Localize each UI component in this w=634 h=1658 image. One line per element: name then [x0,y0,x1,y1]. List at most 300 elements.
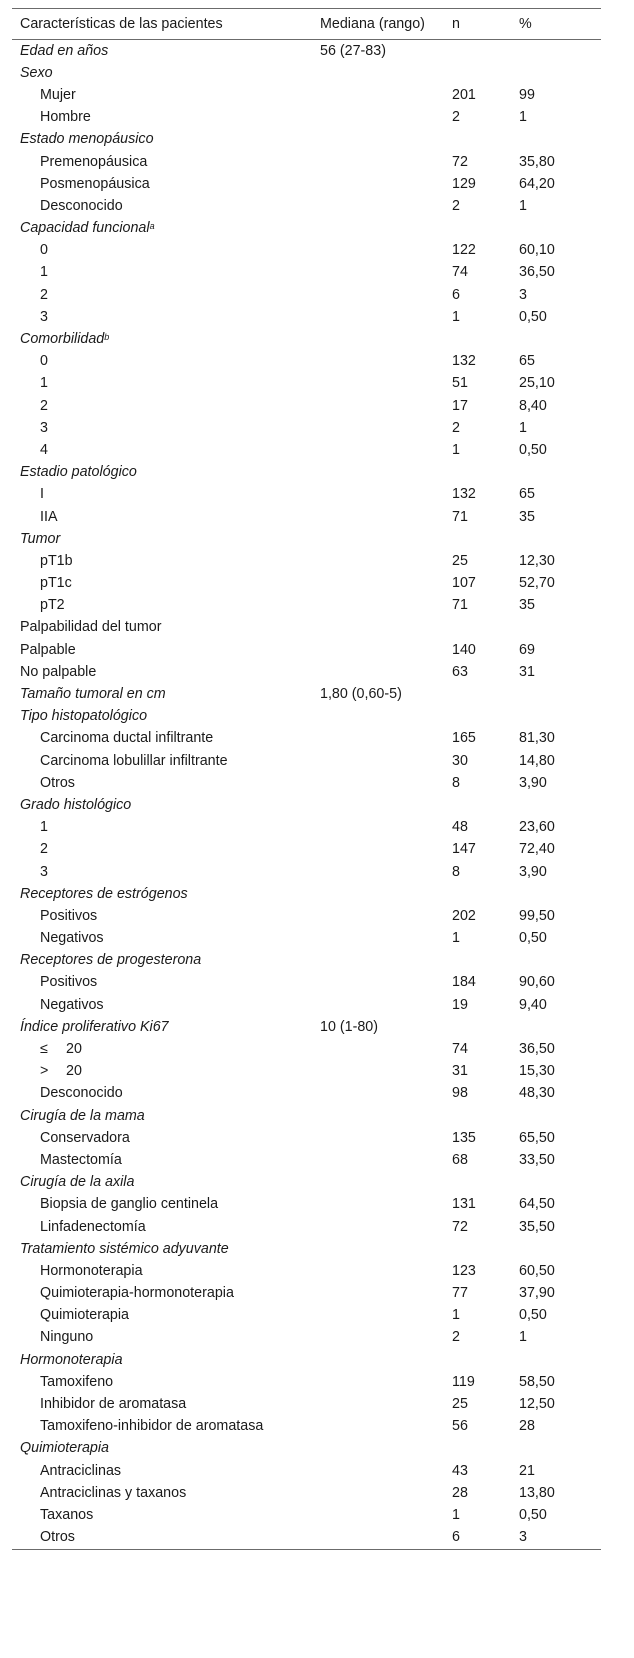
header-characteristics: Características de las pacientes [20,15,223,32]
row-label-cell [12,861,312,883]
median-cell [312,595,444,617]
percent-cell [511,1349,601,1371]
row-label-cell [12,994,312,1016]
median-cell [312,373,444,395]
row-label: 2 [40,286,48,303]
median-cell [312,573,444,595]
n-cell: 72 [452,1218,468,1235]
percent-cell: 99,50 [519,907,555,924]
row-label: Índice proliferativo Ki67 [20,1018,169,1035]
median-cell [312,1105,444,1127]
percent-cell: 1 [519,197,527,214]
row-label: Cirugía de la mama [20,1107,145,1124]
table-section-row [12,683,601,705]
table-row [12,928,601,950]
n-cell: 19 [452,996,468,1013]
row-label-cell [12,905,312,927]
percent-cell [511,1016,601,1038]
percent-cell [511,683,601,705]
row-label-cell [12,328,312,350]
row-label-cell [12,883,312,905]
row-label: Comorbilidad [20,331,105,348]
row-label: Tamaño tumoral en cm [20,686,166,703]
table-header-row [12,9,601,40]
n-cell: 74 [452,264,468,281]
table-section-row [12,1349,601,1371]
table-row [12,1527,601,1550]
percent-cell: 65 [519,353,535,370]
comparison-symbol: > [40,1063,49,1080]
percent-cell: 64,50 [519,1196,555,1213]
median-cell [312,62,444,84]
row-label: Receptores de estrógenos [20,885,188,902]
percent-cell: 60,50 [519,1262,555,1279]
median-cell [312,750,444,772]
row-label: 20 [66,1063,82,1080]
percent-cell: 64,20 [519,175,555,192]
median-cell [312,794,444,816]
row-label: Estadio patológico [20,464,137,481]
row-label-cell [12,195,312,217]
row-label-cell [12,573,312,595]
table-row [12,1371,601,1393]
row-label-cell [12,506,312,528]
median-cell [312,817,444,839]
table-row [12,1038,601,1060]
row-label-cell [12,950,312,972]
median-cell [312,1194,444,1216]
median-cell [312,528,444,550]
row-label: Mujer [40,86,76,103]
table-row [12,994,601,1016]
row-label: 1 [40,375,48,392]
percent-cell [511,328,601,350]
percent-cell: 28 [519,1418,535,1435]
row-label-cell [12,1482,312,1504]
table-row [12,373,601,395]
n-cell [444,40,511,63]
median-cell [312,1216,444,1238]
n-cell [444,328,511,350]
row-label-cell [12,62,312,84]
row-label: Palpable [20,641,76,658]
median-cell [312,284,444,306]
row-label: Receptores de progesterona [20,952,202,969]
median-cell [312,1504,444,1526]
median-cell [312,706,444,728]
table-row [12,1260,601,1282]
n-cell [444,1172,511,1194]
row-label: 1 [40,819,48,836]
n-cell: 147 [452,841,476,858]
row-label-cell [12,706,312,728]
median-cell [312,262,444,284]
median-cell [312,861,444,883]
percent-cell [511,62,601,84]
row-label: Desconocido [40,197,123,214]
median-cell [312,1061,444,1083]
percent-cell: 3 [519,1529,527,1546]
percent-cell: 31 [519,663,535,680]
percent-cell [511,883,601,905]
row-label: Sexo [20,64,53,81]
row-label: Tipo histopatológico [20,708,148,725]
n-cell [444,1105,511,1127]
n-cell: 202 [452,907,476,924]
median-cell [312,1172,444,1194]
n-cell [444,950,511,972]
row-label-cell [12,661,312,683]
n-cell: 63 [452,663,468,680]
table-row [12,1416,601,1438]
percent-cell: 52,70 [519,575,555,592]
n-cell: 25 [452,1396,468,1413]
table-section-row [12,462,601,484]
table-section-row [12,218,601,240]
n-cell: 123 [452,1262,476,1279]
row-label-cell [12,794,312,816]
row-label-cell [12,84,312,106]
row-label-cell [12,395,312,417]
n-cell: 122 [452,242,476,259]
n-cell: 107 [452,575,476,592]
table-row [12,972,601,994]
median-cell [312,306,444,328]
row-label-cell [12,151,312,173]
row-label: 0 [40,242,48,259]
median-cell [312,1260,444,1282]
row-label-cell [12,1393,312,1415]
table-row [12,1460,601,1482]
row-label-cell [12,683,312,705]
row-label: Quimioterapia-hormonoterapia [40,1285,234,1302]
row-label: Hormonoterapia [40,1262,143,1279]
row-label: Estado menopáusico [20,131,154,148]
n-cell [444,218,511,240]
percent-cell: 1 [519,109,527,126]
percent-cell: 72,40 [519,841,555,858]
row-label-cell [12,639,312,661]
row-label-cell [12,1194,312,1216]
row-label: 0 [40,353,48,370]
table-row [12,1327,601,1349]
row-label: pT1b [40,552,73,569]
row-label-cell [12,1038,312,1060]
row-label: 3 [40,863,48,880]
percent-cell: 1 [519,419,527,436]
median-cell [312,351,444,373]
row-label-cell [12,240,312,262]
n-cell: 98 [452,1085,468,1102]
n-cell: 51 [452,375,468,392]
row-label-cell [12,1238,312,1260]
n-cell: 28 [452,1484,468,1501]
percent-cell: 35 [519,508,535,525]
percent-cell: 12,50 [519,1396,555,1413]
row-label: 3 [40,308,48,325]
table-row [12,395,601,417]
median-cell [312,107,444,129]
row-label: Otros [40,1529,75,1546]
row-label-cell [12,40,312,63]
table-row [12,1504,601,1526]
percent-cell [511,617,601,639]
table-row [12,506,601,528]
table-row [12,84,601,106]
table-row [12,573,601,595]
table-row [12,262,601,284]
median-cell [312,506,444,528]
table-row [12,439,601,461]
median-cell [312,1460,444,1482]
n-cell [444,129,511,151]
row-label-cell [12,439,312,461]
median-cell [312,728,444,750]
median-cell [312,1349,444,1371]
row-label-cell [12,373,312,395]
median-cell [312,1393,444,1415]
table-row [12,1305,601,1327]
row-label: Tumor [20,530,61,547]
table-section-row [12,706,601,728]
percent-cell: 60,10 [519,242,555,259]
table-row [12,1216,601,1238]
table-section-row [12,1438,601,1460]
row-label-cell [12,1083,312,1105]
median-cell [312,417,444,439]
percent-cell: 36,50 [519,264,555,281]
row-label: Tamoxifeno-inhibidor de aromatasa [40,1418,264,1435]
percent-cell: 21 [519,1462,535,1479]
table-row [12,661,601,683]
row-label-cell [12,728,312,750]
row-label-cell [12,1527,312,1550]
median-cell [312,1327,444,1349]
row-label: Desconocido [40,1085,123,1102]
header-n: n [452,15,460,32]
median-cell [312,462,444,484]
row-label-cell [12,972,312,994]
n-cell: 8 [452,774,460,791]
percent-cell: 36,50 [519,1041,555,1058]
table-section-row [12,1016,601,1038]
table-row [12,417,601,439]
table-row [12,484,601,506]
row-label-cell [12,1127,312,1149]
percent-cell: 13,80 [519,1484,555,1501]
row-label-cell [12,1305,312,1327]
header-percent: % [519,15,532,32]
table-section-row [12,62,601,84]
row-label: Hombre [40,109,91,126]
table-row [12,772,601,794]
median-cell [312,1438,444,1460]
row-label: Antraciclinas y taxanos [40,1484,187,1501]
table-section-row [12,528,601,550]
table-section-row [12,129,601,151]
table-row [12,1482,601,1504]
n-cell [444,1438,511,1460]
median-cell [312,883,444,905]
row-label: 1 [40,264,48,281]
n-cell [444,683,511,705]
percent-cell: 65,50 [519,1129,555,1146]
n-cell: 132 [452,486,476,503]
median-cell [312,639,444,661]
row-label: Premenopáusica [40,153,148,170]
percent-cell: 14,80 [519,752,555,769]
percent-cell: 9,40 [519,996,547,1013]
percent-cell [511,950,601,972]
row-label-cell [12,1016,312,1038]
patient-characteristics-table [12,8,601,1550]
n-cell: 6 [452,1529,460,1546]
table-row [12,617,601,639]
n-cell: 56 [452,1418,468,1435]
n-cell: 140 [452,641,476,658]
n-cell: 165 [452,730,476,747]
table-row [12,639,601,661]
row-label: Tamoxifeno [40,1373,114,1390]
percent-cell: 25,10 [519,375,555,392]
median-cell [312,950,444,972]
percent-cell: 0,50 [519,1506,547,1523]
median-cell [312,1083,444,1105]
median-cell [312,1038,444,1060]
percent-cell: 3,90 [519,774,547,791]
row-label-cell [12,218,312,240]
median-cell [312,328,444,350]
row-label-cell [12,1283,312,1305]
n-cell: 132 [452,353,476,370]
row-label-cell [12,772,312,794]
row-label-cell [12,839,312,861]
row-label-cell [12,1416,312,1438]
row-label-cell [12,1216,312,1238]
median-cell [312,484,444,506]
percent-cell: 0,50 [519,930,547,947]
row-label: Ninguno [40,1329,94,1346]
table-row [12,151,601,173]
row-label: Positivos [40,974,98,991]
table-row [12,195,601,217]
percent-cell [511,218,601,240]
n-cell: 6 [452,286,460,303]
percent-cell [511,1238,601,1260]
percent-cell: 0,50 [519,441,547,458]
n-cell [444,1016,511,1038]
table-section-row [12,40,601,63]
n-cell [444,617,511,639]
n-cell: 1 [452,441,460,458]
row-label: 2 [40,397,48,414]
row-label: Cirugía de la axila [20,1174,135,1191]
table-row [12,1061,601,1083]
row-label: 20 [66,1041,82,1058]
n-cell: 68 [452,1151,468,1168]
percent-cell: 37,90 [519,1285,555,1302]
row-label-cell [12,306,312,328]
table-row [12,1127,601,1149]
n-cell: 201 [452,86,476,103]
n-cell: 129 [452,175,476,192]
footnote-marker: b [104,332,110,343]
row-label-cell [12,107,312,129]
n-cell: 8 [452,863,460,880]
row-label-cell [12,262,312,284]
comparison-symbol: ≤ [40,1041,48,1058]
row-label: Taxanos [40,1506,94,1523]
row-label: Positivos [40,907,98,924]
table-row [12,1283,601,1305]
percent-cell: 3,90 [519,863,547,880]
row-label-cell [12,1371,312,1393]
percent-cell [511,1438,601,1460]
n-cell [444,1238,511,1260]
table-section-row [12,1172,601,1194]
n-cell: 72 [452,153,468,170]
table-section-row [12,794,601,816]
row-label-cell [12,928,312,950]
median-cell [312,1283,444,1305]
row-label-cell [12,173,312,195]
row-label: Edad en años [20,42,109,59]
row-label: Linfadenectomía [40,1218,146,1235]
n-cell: 25 [452,552,468,569]
header-median-range: Mediana (rango) [320,15,425,32]
row-label-cell [12,351,312,373]
median-cell [312,839,444,861]
row-label: I [40,486,44,503]
row-label-cell [12,1460,312,1482]
row-label: 4 [40,441,48,458]
row-label-cell [12,617,312,639]
table-row [12,1194,601,1216]
table-row [12,351,601,373]
median-cell [312,1127,444,1149]
median-cell [312,439,444,461]
row-label-cell [12,1349,312,1371]
row-label: Carcinoma ductal infiltrante [40,730,214,747]
table-row [12,1083,601,1105]
percent-cell [511,706,601,728]
table-row [12,173,601,195]
n-cell: 17 [452,397,468,414]
table-row [12,240,601,262]
row-label: 2 [40,841,48,858]
table-row [12,1149,601,1171]
n-cell: 2 [452,109,460,126]
n-cell: 1 [452,1506,460,1523]
n-cell: 1 [452,1307,460,1324]
n-cell: 2 [452,1329,460,1346]
n-cell: 1 [452,308,460,325]
n-cell: 71 [452,508,468,525]
row-label: Antraciclinas [40,1462,122,1479]
median-cell [312,1416,444,1438]
median-cell [312,994,444,1016]
row-label: Biopsia de ganglio centinela [40,1196,219,1213]
median-cell: 1,80 (0,60-5) [320,686,402,703]
row-label: Palpabilidad del tumor [20,619,162,636]
table-row [12,817,601,839]
percent-cell: 90,60 [519,974,555,991]
percent-cell: 33,50 [519,1151,555,1168]
median-cell [312,772,444,794]
median-cell [312,1238,444,1260]
row-label: Posmenopáusica [40,175,150,192]
table-row [12,550,601,572]
